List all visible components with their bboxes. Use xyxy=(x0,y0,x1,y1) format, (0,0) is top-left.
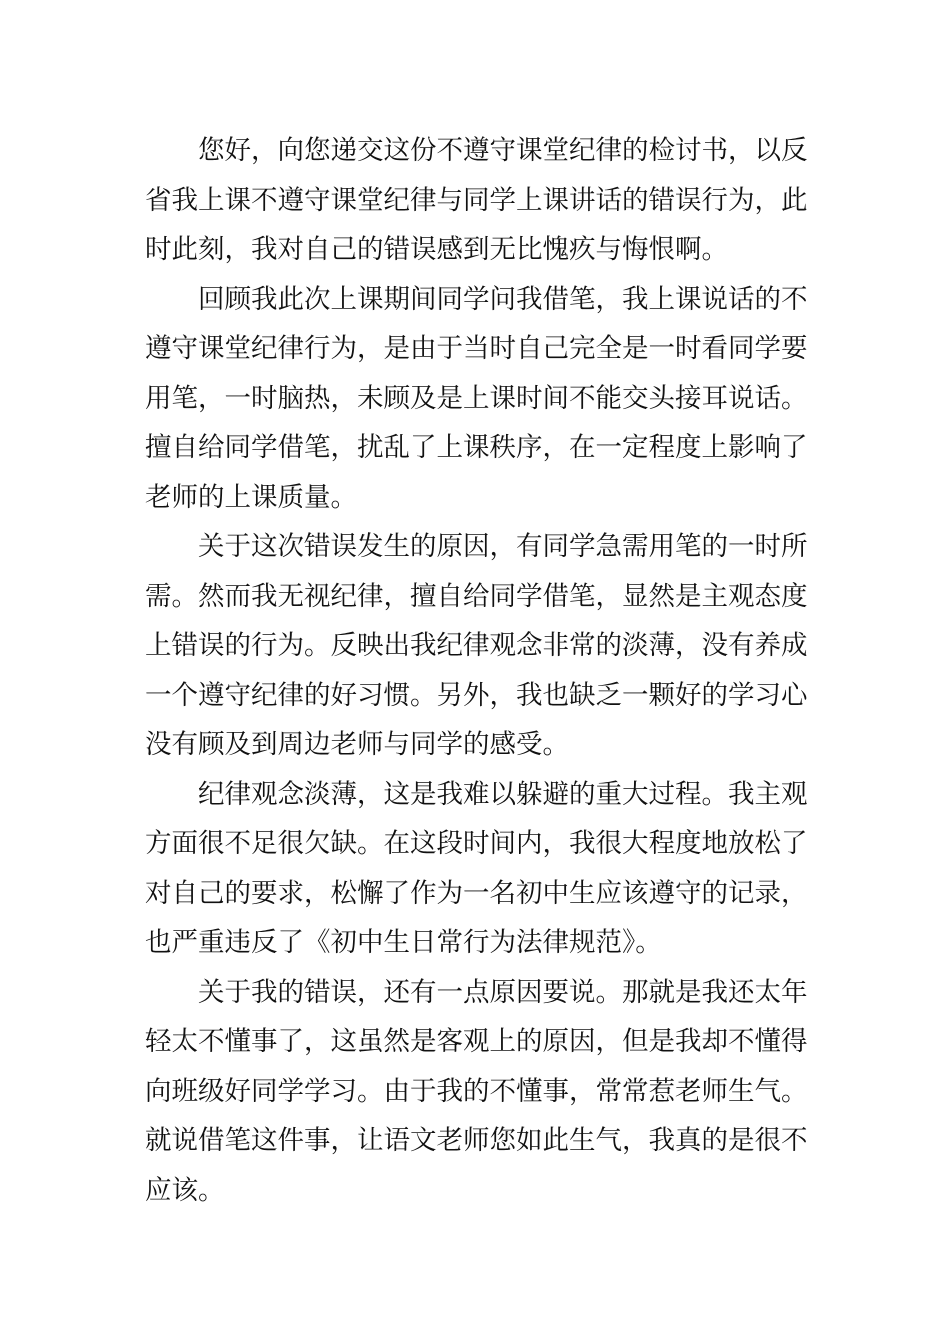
paragraph-1 xyxy=(145,126,807,275)
paragraph-3 xyxy=(145,522,807,770)
text-line: 没有顾及到周边老师与同学的感受。 xyxy=(145,729,569,760)
text-line: 用笔，一时脑热，未顾及是上课时间不能交头接耳说话。 xyxy=(145,382,808,414)
paragraph-2 xyxy=(145,275,807,523)
text-line: 擅自给同学借笔，扰乱了上课秩序，在一定程度上影响了 xyxy=(145,432,808,463)
text-line: 就说借笔这件事，让语文老师您如此生气，我真的是很不 xyxy=(145,1125,808,1156)
text-line: 应该。 xyxy=(145,1174,225,1206)
text-line: 关于我的错误，还有一点原因要说。那就是我还太年 xyxy=(198,976,808,1008)
text-line: 方面很不足很欠缺。在这段时间内，我很大程度地放松了 xyxy=(145,828,808,859)
text-line: 时此刻，我对自己的错误感到无比愧疚与悔恨啊。 xyxy=(145,234,728,265)
text-line: 回顾我此次上课期间同学问我借笔，我上课说话的不 xyxy=(198,283,808,315)
text-line: 纪律观念淡薄，这是我难以躲避的重大过程。我主观 xyxy=(198,778,808,810)
paragraph-5 xyxy=(145,968,807,1216)
text-line: 老师的上课质量。 xyxy=(145,481,357,513)
text-line: 也严重违反了《初中生日常行为法律规范》。 xyxy=(145,927,662,958)
text-line: 向班级好同学学习。由于我的不懂事，常常惹老师生气。 xyxy=(145,1075,808,1107)
text-line: 遵守课堂纪律行为，是由于当时自己完全是一时看同学要 xyxy=(145,333,808,364)
text-line: 上错误的行为。反映出我纪律观念非常的淡薄，没有养成 xyxy=(145,630,808,661)
document-body xyxy=(145,126,807,1215)
text-line: 轻太不懂事了，这虽然是客观上的原因，但是我却不懂得 xyxy=(145,1026,808,1057)
text-line: 需。然而我无视纪律，擅自给同学借笔，显然是主观态度 xyxy=(145,580,808,612)
text-line: 一个遵守纪律的好习惯。另外，我也缺乏一颗好的学习心 xyxy=(145,679,808,711)
text-line: 对自己的要求，松懈了作为一名初中生应该遵守的记录， xyxy=(145,877,808,909)
text-line: 省我上课不遵守课堂纪律与同学上课讲话的错误行为，此 xyxy=(145,184,808,216)
paragraph-4 xyxy=(145,770,807,968)
text-line: 关于这次错误发生的原因，有同学急需用笔的一时所 xyxy=(198,531,808,562)
text-line: 您好，向您递交这份不遵守课堂纪律的检讨书，以反 xyxy=(198,135,808,166)
